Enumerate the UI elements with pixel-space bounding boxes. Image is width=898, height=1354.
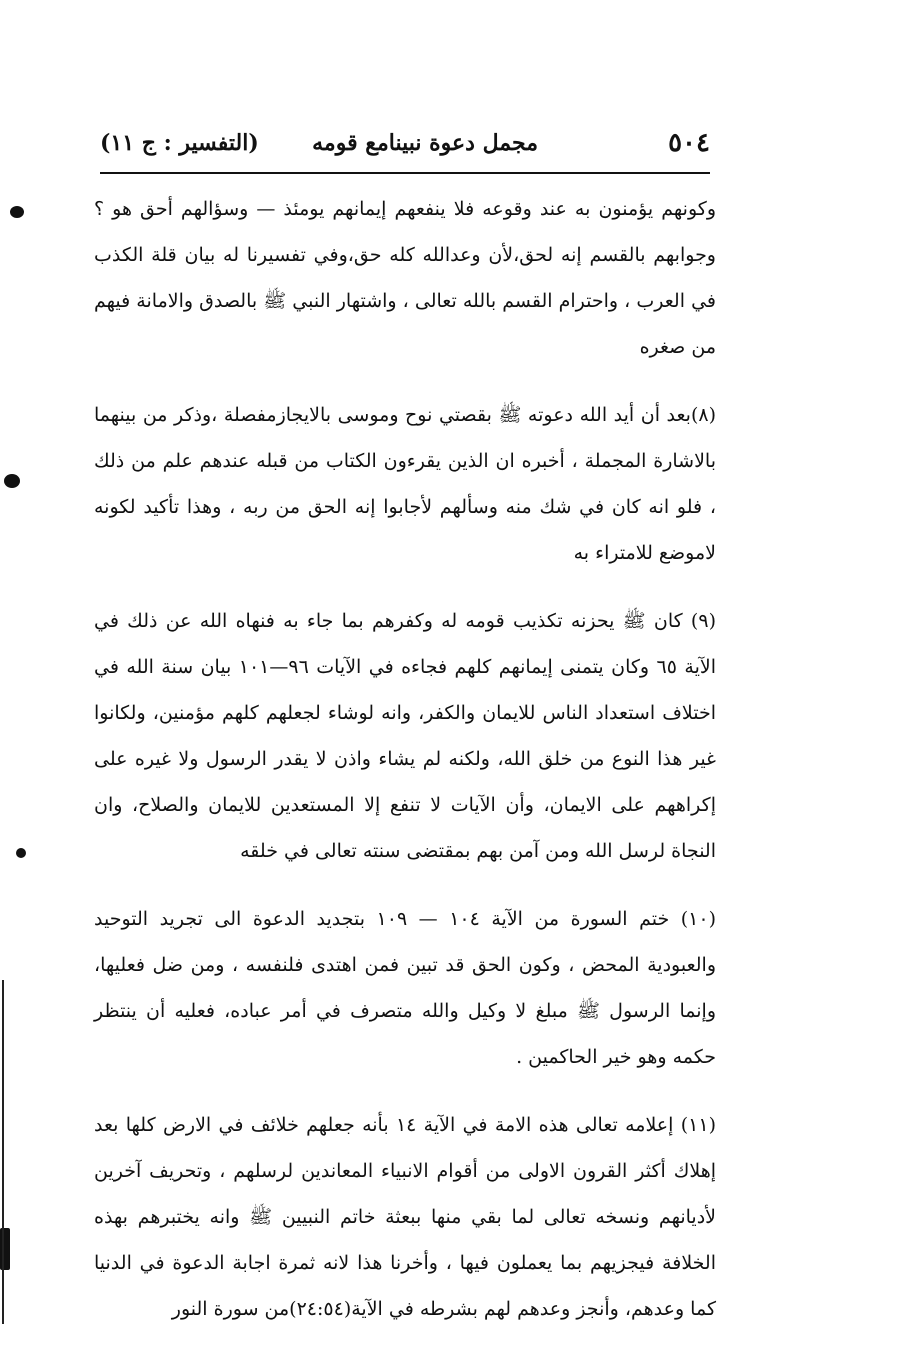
header-rule — [100, 172, 710, 174]
paragraph-11: (١١) إعلامه تعالى هذه الامة في الآية ١٤ بأنه جعلهم خلائف في الارض كلها بعد إهلاك أكثر القرون الاولى من أقوام الانبياء المعاندين لرسلهم ، وتحريف آخرين لأديانهم ونسخه تعالى لما بقي منها ببعثة خاتم النبيين ﷺ وانه يختبرهم بهذه الخلافة فيجزيهم بما يعملون فيها ، وأخرنا هذا لانه ثمرة اجابة الدعوة في الدنيا كما وعدهم، وأنجز وعدهم لهم بشرطه في الآية(٢٤:٥٤)من سورة النور — [94, 1114, 716, 1320]
body-text — [94, 186, 716, 1354]
paragraph-1: وكونهم يؤمنون به عند وقوعه فلا ينفعهم إيمانهم يومئذ — وسؤالهم أحق هو ؟ وجوابهم بالقسم إنه لحق،لأن وعدالله كله حق،وفي تفسيرنا له بيان قلة الكذب في العرب ، واحترام القسم بالله تعالى ، واشتهار النبي ﷺ بالصدق والامانة فيهم من صغره — [94, 198, 716, 358]
scan-mark — [10, 206, 24, 218]
paragraph-9: (٩) كان ﷺ يحزنه تكذيب قومه له وكفرهم بما جاء به فنهاه الله عن ذلك في الآية ٦٥ وكان يتمنى إيمانهم كلهم فجاءه في الآيات ٩٦—١٠١ بيان سنة الله في اختلاف استعداد الناس للايمان والكفر، وانه لوشاء لجعلهم كلهم مؤمنين، ولكانوا غير هذا النوع من خلق الله، ولكنه لم يشاء واذن لا يقدر الرسول ولا غيره على إكراههم على الايمان، وأن الآيات لا تنفع إلا المستعدين للايمان والصلاح، وان النجاة لرسل الله ومن آمن بهم بمقتضى سنته تعالى في خلقه — [94, 610, 716, 862]
scan-mark — [16, 848, 26, 858]
page-header — [100, 118, 710, 170]
volume-label: (التفسير : ج ١١) — [100, 130, 259, 156]
page-number: ٥٠٤ — [668, 128, 710, 158]
scan-edge-line — [2, 980, 4, 1324]
scan-mark — [4, 474, 20, 488]
running-title: مجمل دعوة نبينامع قومه — [312, 130, 538, 156]
paragraph-10: (١٠) ختم السورة من الآية ١٠٤ — ١٠٩ بتجديد الدعوة الى تجريد التوحيد والعبودية المحض ، وكون الحق قد تبين فمن اهتدى فلنفسه ، ومن ضل فعليها، وإنما الرسول ﷺ مبلغ لا وكيل والله متصرف في أمر عباده، فعليه أن ينتظر حكمه وهو خير الحاكمين . — [94, 908, 716, 1068]
paragraph-8: (٨)بعد أن أيد الله دعوته ﷺ بقصتي نوح وموسى بالايجازمفصلة ،وذكر من بينهما بالاشارة المجملة ، أخبره ان الذين يقرءون الكتاب من قبله عندهم علم من ذلك ، فلو انه كان في شك منه وسألهم لأجابوا إنه الحق من ربه ، وهذا تأكيد لكونه لاموضع للامتراء به — [94, 404, 716, 564]
